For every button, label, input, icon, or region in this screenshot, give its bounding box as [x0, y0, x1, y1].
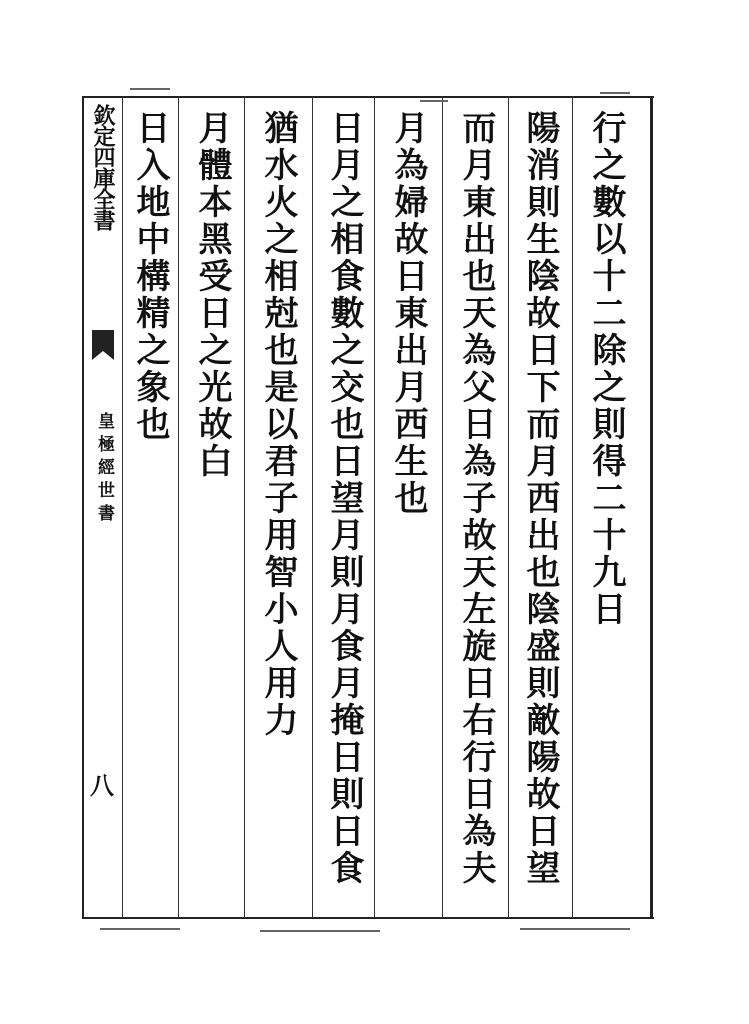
page-number: 八 — [90, 771, 114, 800]
column-rule — [244, 96, 245, 918]
text-column-4: 月為婦故日東出月西生也 — [388, 110, 428, 517]
frame-bottom-border — [82, 917, 654, 919]
collection-title: 欽定四庫全書 — [90, 104, 116, 230]
scan-speck — [600, 92, 630, 94]
scan-speck — [520, 928, 630, 930]
column-rule — [178, 96, 179, 918]
scan-speck — [130, 88, 170, 90]
text-column-1: 行之數以十二除之則得二十九日 — [586, 110, 626, 628]
column-rule — [508, 96, 509, 918]
text-column-8: 日入地中構精之象也 — [130, 110, 170, 443]
column-rule — [122, 96, 123, 918]
column-rule — [374, 96, 375, 918]
scan-speck — [420, 100, 448, 102]
column-rule — [312, 96, 313, 918]
column-rule — [442, 96, 443, 918]
frame-top-border — [82, 96, 654, 98]
frame-right-border — [650, 96, 653, 919]
text-column-2: 陽消則生陰故日下而月西出也陰盛則敵陽故日望 — [520, 110, 560, 887]
scan-speck — [260, 930, 380, 932]
scan-speck — [100, 928, 180, 930]
text-column-5: 日月之相食數之交也日望月則月食月掩日則日食 — [324, 110, 364, 887]
text-column-3: 而月東出也天為父日為子故天左旋日右行日為夫 — [456, 110, 496, 887]
text-column-6: 猶水火之相尅也是以君子用智小人用力 — [258, 110, 298, 739]
column-rule — [572, 96, 573, 918]
book-title: 皇極經世書 — [94, 412, 114, 527]
text-column-7: 月體本黑受日之光故白 — [192, 110, 232, 480]
